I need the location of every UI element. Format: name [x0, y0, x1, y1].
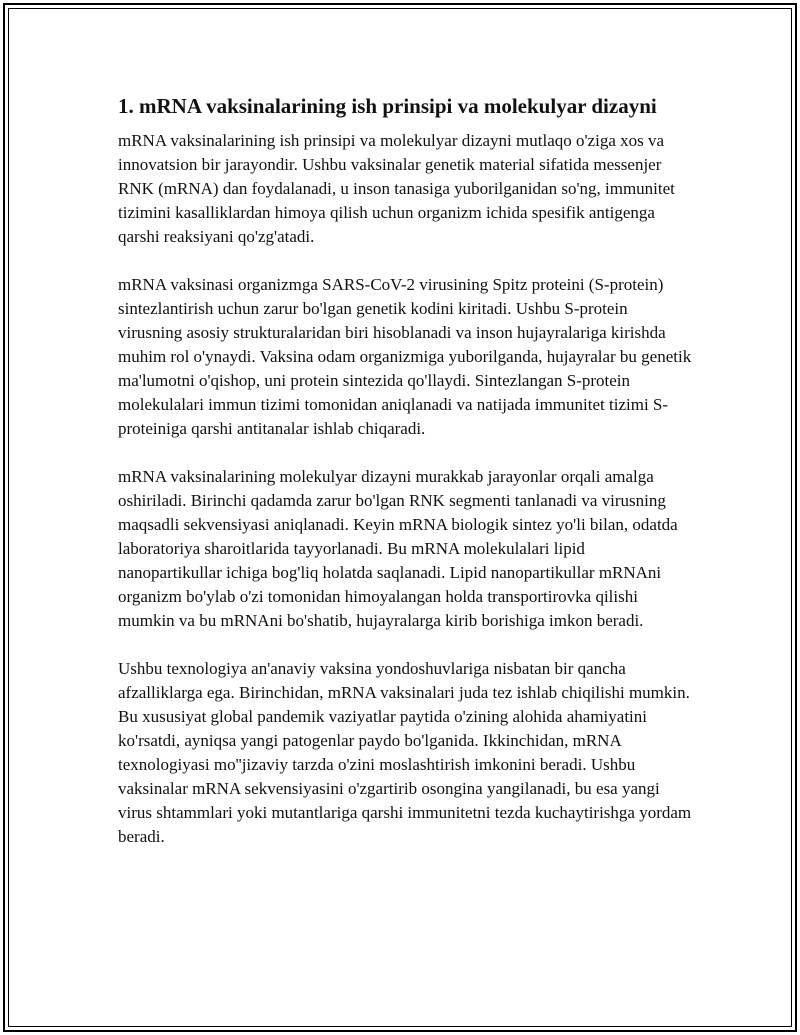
paragraph-4: Ushbu texnologiya an'anaviy vaksina yondoshuvlariga nisbatan bir qancha afzalliklarga ega. Birinchidan, mRNA vaksinalari juda tez ishlab chiqilishi mumkin. Bu xususiyat global pandemik vaziyatlar paytida o'zining alohida ahamiyatini ko'rsatdi, ayniqsa yangi patogenlar paydo bo'lganida. Ikkinchidan, mRNA texnologiyasi mo''jizaviy tarzda o'zini moslashtirish imkonini beradi. Ushbu vaksinalar mRNA sekvensiyasini o'zgartirib osongina yangilanadi, bu esa yangi virus shtammlari yoki mutantlariga qarshi immunitetni tezda kuchaytirishga yordam beradi. [118, 659, 692, 846]
paragraph-3: mRNA vaksinalarining molekulyar dizayni murakkab jarayonlar orqali amalga oshiriladi. Birinchi qadamda zarur bo'lgan RNK segmenti tanlanadi va virusning maqsadli sekvensiyasi aniqlanadi. Keyin mRNA biologik sintez yo'li bilan, odatda laboratoriya sharoitlarida tayyorlanadi. Bu mRNA molekulalari lipid nanopartikullar ichiga bog'liq holatda saqlanadi. Lipid nanopartikullar mRNAni organizm bo'ylab o'zi tomonidan himoyalangan holda transportirovka qilishi mumkin va bu mRNAni bo'shatib, hujayralarga kirib borishiga imkon beradi. [118, 467, 678, 630]
paragraph-2: mRNA vaksinasi organizmga SARS-CoV-2 virusining Spitz proteini (S-protein) sintezlantirish uchun zarur bo'lgan genetik kodini kiritadi. Ushbu S-protein virusning asosiy strukturalaridan biri hisoblanadi va inson hujayralariga kirishda muhim rol o'ynaydi. Vaksina odam organizmiga yuborilganda, hujayralar bu genetik ma'lumotni o'qishop, uni protein sintezida qo'llaydi. Sintezlangan S-protein molekulalari immun tizimi tomonidan aniqlanadi va natijada immunitet tizimi S-proteiniga qarshi antitanalar ishlab chiqaradi. [118, 275, 692, 438]
document-body [118, 92, 692, 873]
paragraph-1: mRNA vaksinalarining ish prinsipi va molekulyar dizayni mutlaqo o'ziga xos va innovatsion bir jarayondir. Ushbu vaksinalar genetik material sifatida messenjer RNK (mRNA) dan foydalanadi, u inson tanasiga yuborilganidan so'ng, immunitet tizimini kasalliklardan himoya qilish uchun organizm ichida spesifik antigenga qarshi reaksiyani qo'zg'atadi. [118, 131, 675, 246]
section-heading: 1. mRNA vaksinalarining ish prinsipi va molekulyar dizayni [118, 94, 657, 118]
